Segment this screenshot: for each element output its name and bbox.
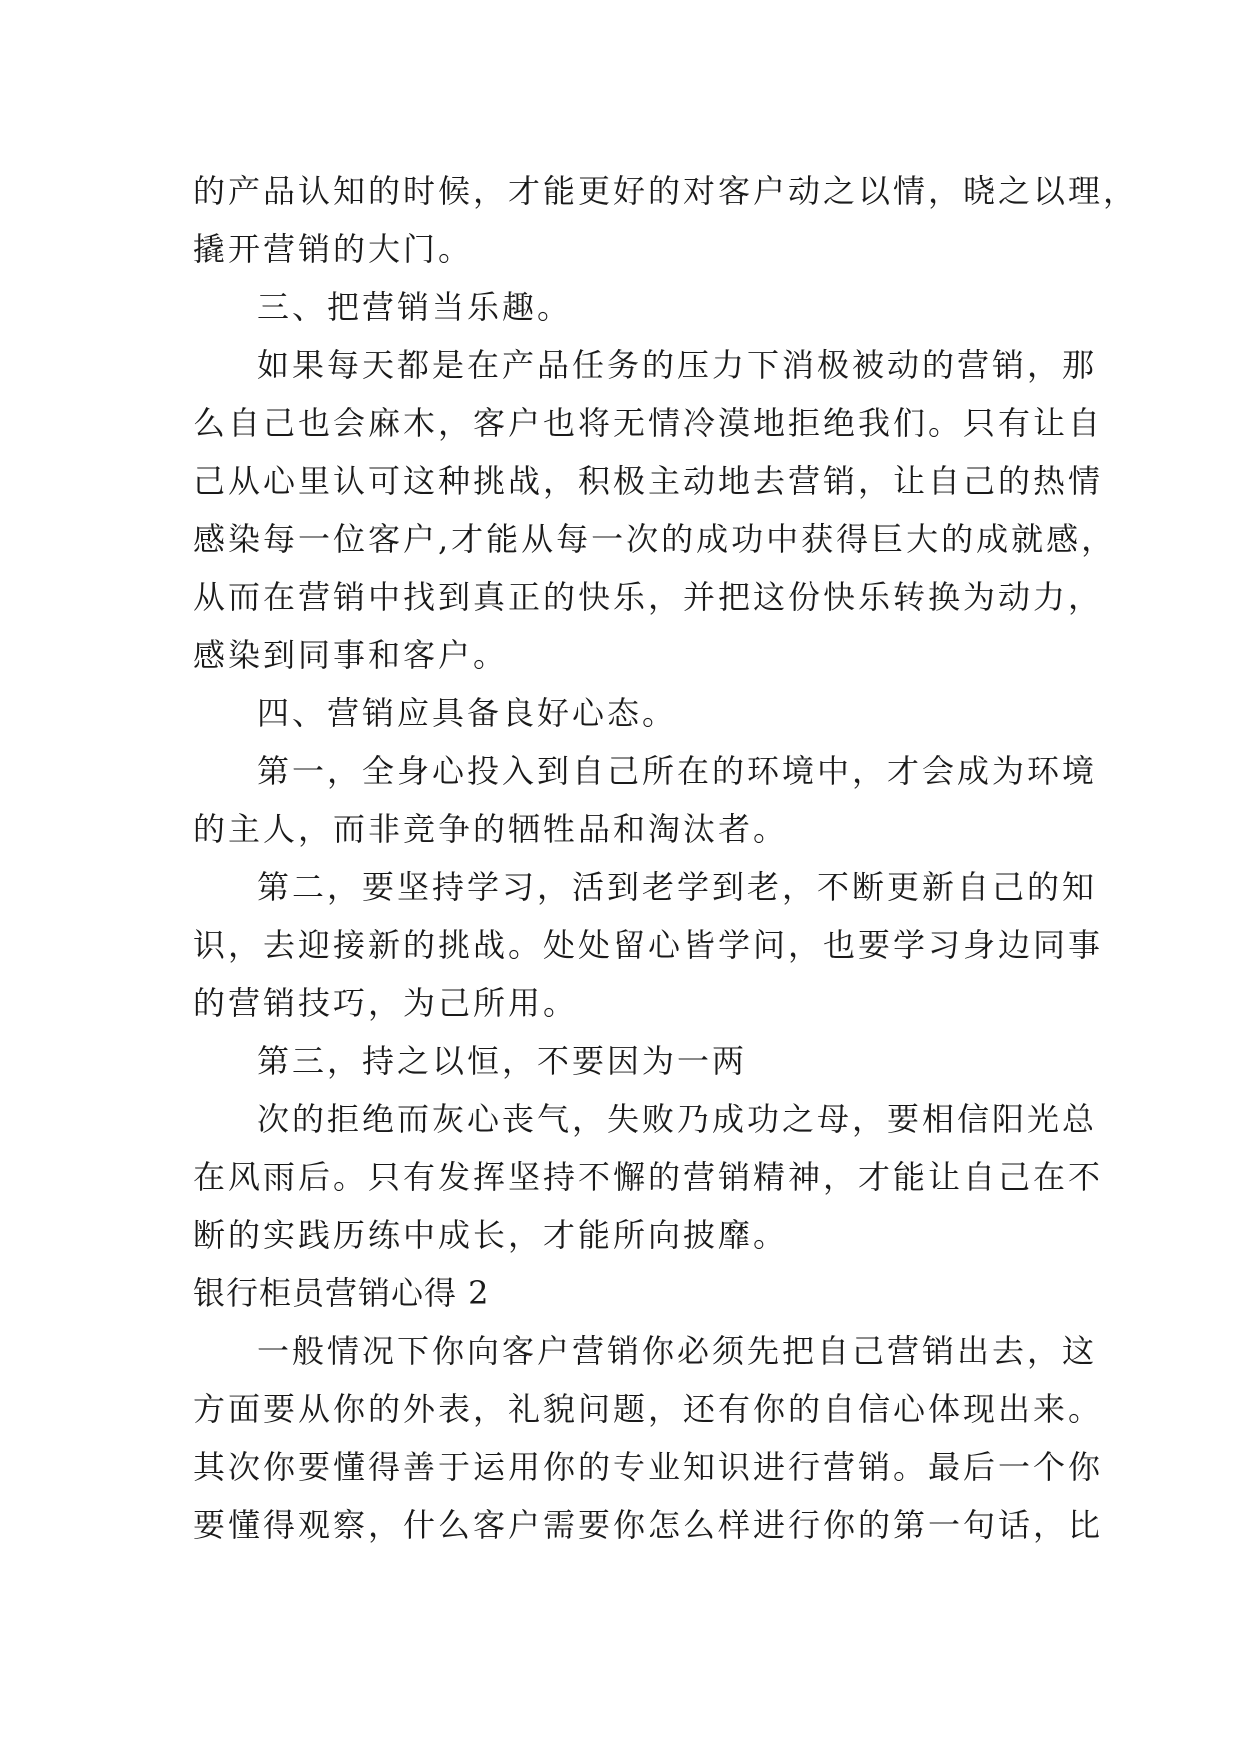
article-title: 银行柜员营销心得 2: [193, 1274, 490, 1312]
text-line: 第二，要坚持学习，活到老学到老，不断更新自己的知: [257, 868, 1098, 906]
document-page: [193, 162, 1139, 1554]
text-line: 如果每天都是在产品任务的压力下消极被动的营销，那: [257, 346, 1098, 384]
text-line: 在风雨后。只有发挥坚持不懈的营销精神，才能让自己在不: [193, 1158, 1104, 1196]
text-line: 要懂得观察，什么客户需要你怎么样进行你的第一句话，比: [193, 1506, 1104, 1544]
section-heading: 三、把营销当乐趣。: [257, 288, 573, 326]
text-line: 从而在营销中找到真正的快乐，并把这份快乐转换为动力，: [193, 578, 1104, 616]
text-line: 次的拒绝而灰心丧气，失败乃成功之母，要相信阳光总: [257, 1100, 1098, 1138]
text-line: 的主人，而非竞争的牺牲品和淘汰者。: [193, 810, 789, 848]
text-line: 撬开营销的大门。: [193, 230, 474, 268]
text-line: 断的实践历练中成长，才能所向披靡。: [193, 1216, 789, 1254]
text-line: 一般情况下你向客户营销你必须先把自己营销出去，这: [257, 1332, 1098, 1370]
text-line: 感染到同事和客户。: [193, 636, 509, 674]
text-line: 感染每一位客户,才能从每一次的成功中获得巨大的成就感，: [193, 520, 1117, 558]
text-line: 第三，持之以恒，不要因为一两: [257, 1042, 748, 1080]
text-line: 的产品认知的时候，才能更好的对客户动之以情，晓之以理，: [193, 172, 1139, 210]
section-heading: 四、营销应具备良好心态。: [257, 694, 678, 732]
text-line: 识，去迎接新的挑战。处处留心皆学问，也要学习身边同事: [193, 926, 1104, 964]
text-line: 的营销技巧，为己所用。: [193, 984, 579, 1022]
text-line: 第一，全身心投入到自己所在的环境中，才会成为环境: [257, 752, 1098, 790]
text-line: 其次你要懂得善于运用你的专业知识进行营销。最后一个你: [193, 1448, 1104, 1486]
text-line: 己从心里认可这种挑战，积极主动地去营销，让自己的热情: [193, 462, 1104, 500]
text-line: 么自己也会麻木，客户也将无情冷漠地拒绝我们。只有让自: [193, 404, 1104, 442]
text-line: 方面要从你的外表，礼貌问题，还有你的自信心体现出来。: [193, 1390, 1104, 1428]
